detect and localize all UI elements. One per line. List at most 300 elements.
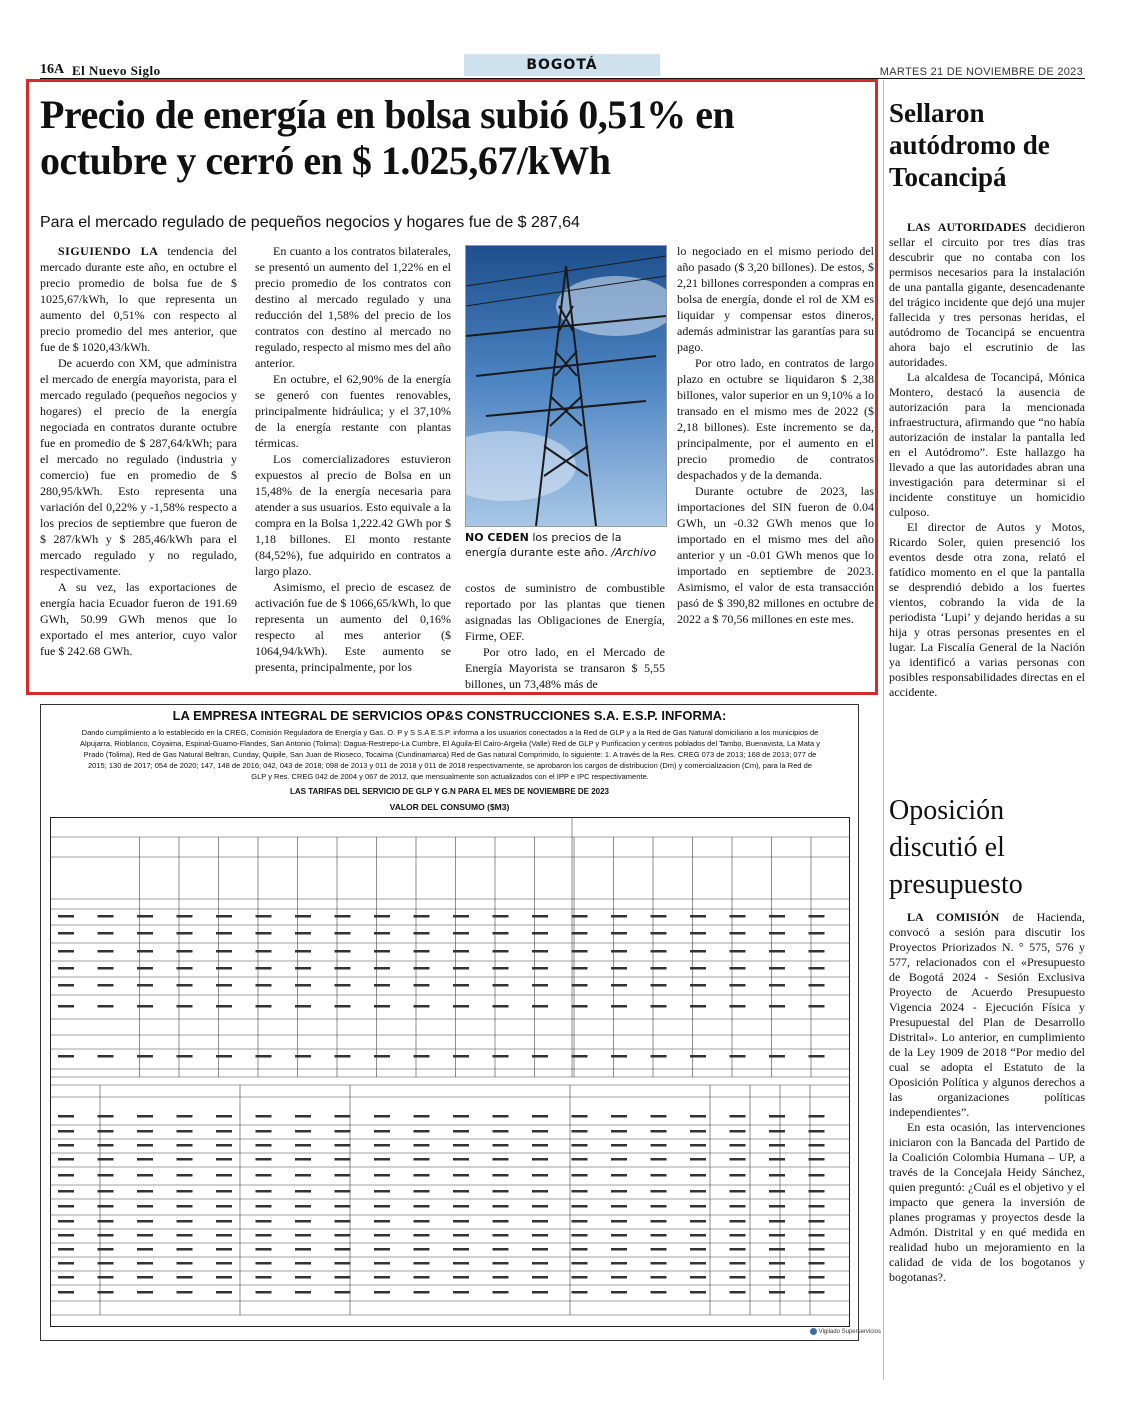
table-cell-mark xyxy=(453,950,469,953)
paragraph: A su vez, las exportaciones de energía hacia Ecuador fueron de 191.69 GWh, 50.99 GWh menos que lo exportado el mes anterior, cuyo valor fue $ 242.68 GWh. xyxy=(40,580,237,658)
table-cell-mark xyxy=(98,932,114,935)
table-cell-mark xyxy=(98,1174,114,1177)
table-cell-mark xyxy=(414,1291,430,1294)
table-cell-mark xyxy=(809,1234,825,1237)
table-cell-mark xyxy=(493,1144,509,1147)
table-cell-mark xyxy=(690,1262,706,1265)
article-column-3 xyxy=(465,580,665,692)
table-cell-mark xyxy=(730,967,746,970)
table-cell-mark xyxy=(532,1205,548,1208)
table-cell-mark xyxy=(651,1055,667,1058)
table-cell-mark xyxy=(216,1220,232,1223)
table-cell-mark xyxy=(611,1190,627,1193)
table-cell-mark xyxy=(572,1262,588,1265)
table-cell-mark xyxy=(651,984,667,987)
table-cell-mark xyxy=(137,1234,153,1237)
table-cell-mark xyxy=(295,1174,311,1177)
table-cell-mark xyxy=(335,1248,351,1251)
table-cell-mark xyxy=(453,1291,469,1294)
table-cell-mark xyxy=(572,1276,588,1279)
table-cell-mark xyxy=(769,1115,785,1118)
table-cell-mark xyxy=(216,1174,232,1177)
table-cell-mark xyxy=(730,1248,746,1251)
table-cell-mark xyxy=(374,984,390,987)
table-cell-mark xyxy=(453,1276,469,1279)
sidebar-story1-title: Sellaron autódromo de Tocancipá xyxy=(889,98,1050,192)
value-heading: VALOR DEL CONSUMO ($M3) xyxy=(389,802,510,812)
table-cell-mark xyxy=(137,1115,153,1118)
table-cell-mark xyxy=(690,1005,706,1008)
table-cell-mark xyxy=(256,950,272,953)
table-cell-mark xyxy=(690,1276,706,1279)
table-cell-mark xyxy=(611,1248,627,1251)
table-cell-mark xyxy=(177,1115,193,1118)
table-cell-mark xyxy=(769,1158,785,1161)
table-cell-mark xyxy=(532,1220,548,1223)
section-tab: BOGOTÁ xyxy=(464,54,660,76)
table-cell-mark xyxy=(809,932,825,935)
table-cell-mark xyxy=(809,1262,825,1265)
table-cell-mark xyxy=(572,1130,588,1133)
sidebar-story2-body xyxy=(889,910,1085,1285)
table-cell-mark xyxy=(295,932,311,935)
table-cell-mark xyxy=(690,1115,706,1118)
table-cell-mark xyxy=(453,1205,469,1208)
table-cell-mark xyxy=(453,1130,469,1133)
table-cell-mark xyxy=(414,1005,430,1008)
table-cell-mark xyxy=(730,1205,746,1208)
table-cell-mark xyxy=(335,932,351,935)
table-cell-mark xyxy=(98,1220,114,1223)
table-cell-mark xyxy=(98,1005,114,1008)
table-cell-mark xyxy=(256,1262,272,1265)
table-cell-mark xyxy=(493,1158,509,1161)
table-cell-mark xyxy=(335,1005,351,1008)
table-cell-mark xyxy=(177,1174,193,1177)
table-cell-mark xyxy=(532,1055,548,1058)
table-cell-mark xyxy=(295,1190,311,1193)
table-cell-mark xyxy=(414,1205,430,1208)
table-cell-mark xyxy=(256,1291,272,1294)
power-tower-photo xyxy=(465,245,667,527)
table-cell-mark xyxy=(256,1055,272,1058)
table-cell-mark xyxy=(730,932,746,935)
table-cell-mark xyxy=(414,932,430,935)
table-cell-mark xyxy=(690,1158,706,1161)
table-cell-mark xyxy=(177,1248,193,1251)
table-cell-mark xyxy=(651,1174,667,1177)
paragraph: decidieron sellar el circuito por tres días tras descubrir que no contaba con los permisos necesarios para la instalación de una pantalla gigante, desencadenante del trágico incidente que dejó una mujer fallecida y tres personas heridas, el autódromo de Tocancipá se encuentra ahora bajo el escrutinio de las autoridades. xyxy=(889,220,1085,369)
table-cell-mark xyxy=(335,1276,351,1279)
table-cell-mark xyxy=(216,984,232,987)
table-cell-mark xyxy=(769,1220,785,1223)
table-cell-mark xyxy=(532,1276,548,1279)
table-cell-mark xyxy=(493,1276,509,1279)
table-cell-mark xyxy=(611,1055,627,1058)
table-cell-mark xyxy=(809,1130,825,1133)
table-cell-mark xyxy=(532,1158,548,1161)
table-cell-mark xyxy=(216,1234,232,1237)
table-cell-mark xyxy=(374,1276,390,1279)
paragraph: costos de suministro de combustible reportado por las plantas que tienen asignadas las Obligaciones de Energía, Firme, OEF. xyxy=(465,581,665,643)
table-cell-mark xyxy=(295,915,311,918)
table-cell-mark xyxy=(690,1130,706,1133)
table-cell-mark xyxy=(611,1220,627,1223)
table-cell-mark xyxy=(58,1190,74,1193)
table-cell-mark xyxy=(137,950,153,953)
table-cell-mark xyxy=(216,915,232,918)
table-cell-mark xyxy=(572,1115,588,1118)
table-cell-mark xyxy=(98,1115,114,1118)
table-cell-mark xyxy=(335,1158,351,1161)
table-cell-mark xyxy=(493,1234,509,1237)
table-cell-mark xyxy=(256,1248,272,1251)
superservicios-logo xyxy=(810,1328,881,1336)
table-cell-mark xyxy=(769,984,785,987)
table-cell-mark xyxy=(611,1205,627,1208)
table-cell-mark xyxy=(809,1005,825,1008)
table-cell-mark xyxy=(98,1130,114,1133)
table-cell-mark xyxy=(137,1158,153,1161)
table-cell-mark xyxy=(137,984,153,987)
table-cell-mark xyxy=(256,1115,272,1118)
table-cell-mark xyxy=(98,1144,114,1147)
table-cell-mark xyxy=(58,1234,74,1237)
table-cell-mark xyxy=(256,932,272,935)
table-cell-mark xyxy=(690,984,706,987)
table-cell-mark xyxy=(730,1130,746,1133)
photo-credit: /Archivo xyxy=(607,546,657,559)
table-cell-mark xyxy=(809,950,825,953)
table-cell-mark xyxy=(58,932,74,935)
table-cell-mark xyxy=(809,1174,825,1177)
table-cell-mark xyxy=(58,1115,74,1118)
table-cell-mark xyxy=(414,1055,430,1058)
tariff-heading: LAS TARIFAS DEL SERVICIO DE GLP Y G.N PARA EL MES DE NOVIEMBRE DE 2023 xyxy=(289,787,610,796)
table-cell-mark xyxy=(690,1190,706,1193)
table-cell-mark xyxy=(493,1005,509,1008)
table-cell-mark xyxy=(453,1158,469,1161)
table-cell-mark xyxy=(137,1005,153,1008)
table-cell-mark xyxy=(58,950,74,953)
table-cell-mark xyxy=(256,984,272,987)
table-cell-mark xyxy=(532,967,548,970)
table-cell-mark xyxy=(651,1005,667,1008)
table-cell-mark xyxy=(611,1005,627,1008)
sidebar-story2-title: Oposición discutió el presupuesto xyxy=(889,795,1023,900)
table-cell-mark xyxy=(651,1144,667,1147)
table-cell-mark xyxy=(216,1115,232,1118)
table-cell-mark xyxy=(572,984,588,987)
table-cell-mark xyxy=(809,1248,825,1251)
table-cell-mark xyxy=(769,1248,785,1251)
table-cell-mark xyxy=(809,1158,825,1161)
table-cell-mark xyxy=(137,1130,153,1133)
table-cell-mark xyxy=(216,1190,232,1193)
table-cell-mark xyxy=(809,967,825,970)
table-cell-mark xyxy=(58,1144,74,1147)
table-cell-mark xyxy=(572,932,588,935)
table-cell-mark xyxy=(374,932,390,935)
table-cell-mark xyxy=(572,1144,588,1147)
table-cell-mark xyxy=(216,1144,232,1147)
paragraph: Por otro lado, en contratos de largo plazo en octubre se liquidaron $ 2,38 billones, valor superior en un 9,10% a lo transado en el mismo mes de 2022 ($ 2,18 billones). Este incremento se da, principalmente, por el aumento en el precio promedio de contratos despachados y de la demanda. xyxy=(677,356,874,482)
table-cell-mark xyxy=(256,1190,272,1193)
table-cell-mark xyxy=(335,1130,351,1133)
table-cell-mark xyxy=(809,915,825,918)
table-cell-mark xyxy=(58,1291,74,1294)
table-cell-mark xyxy=(730,915,746,918)
table-cell-mark xyxy=(493,1115,509,1118)
table-cell-mark xyxy=(453,1262,469,1265)
table-cell-mark xyxy=(98,1055,114,1058)
table-cell-mark xyxy=(216,932,232,935)
paragraph: En esta ocasión, las intervenciones iniciaron con la Bancada del Partido de la Coalición Colombia Humana – UP, a través de la Concejala Heidy Sánchez, quien preguntó: ¿Cuál es el objetivo y el impacto que genera la inversión de planes programas y proyectos desde la Admón. Distrital y en qué medida en realidad hubo un mejoramiento en la calidad de vida de los bogotanos y bogotanas?. xyxy=(889,1120,1085,1284)
table-cell-mark xyxy=(453,1174,469,1177)
table-cell-mark xyxy=(493,1190,509,1193)
table-cell-mark xyxy=(730,1262,746,1265)
table-cell-mark xyxy=(98,950,114,953)
table-cell-mark xyxy=(532,1174,548,1177)
table-cell-mark xyxy=(98,967,114,970)
table-cell-mark xyxy=(137,932,153,935)
table-cell-mark xyxy=(295,1115,311,1118)
table-cell-mark xyxy=(572,915,588,918)
table-cell-mark xyxy=(256,1234,272,1237)
table-cell-mark xyxy=(453,1144,469,1147)
table-cell-mark xyxy=(651,1115,667,1118)
table-cell-mark xyxy=(809,1190,825,1193)
table-cell-mark xyxy=(216,1130,232,1133)
table-cell-mark xyxy=(532,1130,548,1133)
table-cell-mark xyxy=(335,1115,351,1118)
sidebar-story1-body xyxy=(889,220,1085,700)
table-cell-mark xyxy=(295,1220,311,1223)
table-cell-mark xyxy=(572,1174,588,1177)
paragraph: El director de Autos y Motos, Ricardo Soler, quien presenció los eventos desde otra zona, relató el fatídico momento en el que la pantalla se desprendió debido a los fuertes vientos, cobrando la vida de la periodista ‘Lupi’ y dejando heridas a su hija y otras personas presentes en el lugar. La Fiscalía General de la Nación ya identificó a varias personas con posibles responsabilidades directas en el accidente. xyxy=(889,520,1085,699)
table-cell-mark xyxy=(611,1291,627,1294)
table-cell-mark xyxy=(374,1205,390,1208)
table-cell-mark xyxy=(177,984,193,987)
table-cell-mark xyxy=(453,1234,469,1237)
table-cell-mark xyxy=(177,1234,193,1237)
table-cell-mark xyxy=(769,1055,785,1058)
logo-mark xyxy=(810,1328,817,1335)
table-cell-mark xyxy=(374,1291,390,1294)
table-cell-mark xyxy=(572,1190,588,1193)
table-cell-mark xyxy=(493,1205,509,1208)
table-cell-mark xyxy=(453,1220,469,1223)
table-cell-mark xyxy=(769,1234,785,1237)
table-cell-mark xyxy=(374,950,390,953)
table-cell-mark xyxy=(572,1234,588,1237)
table-cell-mark xyxy=(493,1262,509,1265)
table-cell-mark xyxy=(177,1144,193,1147)
table-cell-mark xyxy=(532,932,548,935)
table-cell-mark xyxy=(177,915,193,918)
table-cell-mark xyxy=(611,1276,627,1279)
table-cell-mark xyxy=(611,950,627,953)
table-cell-mark xyxy=(216,1005,232,1008)
table-cell-mark xyxy=(532,1144,548,1147)
table-cell-mark xyxy=(769,1005,785,1008)
table-cell-mark xyxy=(651,1130,667,1133)
table-cell-mark xyxy=(137,1190,153,1193)
article-lead-word: SIGUIENDO LA xyxy=(58,244,159,258)
table-cell-mark xyxy=(335,915,351,918)
table-cell-mark xyxy=(374,967,390,970)
table-cell-mark xyxy=(295,1130,311,1133)
table-cell-mark xyxy=(690,950,706,953)
table-cell-mark xyxy=(414,1174,430,1177)
table-cell-mark xyxy=(730,1055,746,1058)
table-cell-mark xyxy=(493,1174,509,1177)
table-cell-mark xyxy=(177,1055,193,1058)
table-cell-mark xyxy=(611,967,627,970)
table-cell-mark xyxy=(177,1005,193,1008)
table-cell-mark xyxy=(730,1158,746,1161)
table-cell-mark xyxy=(216,1276,232,1279)
table-cell-mark xyxy=(177,950,193,953)
table-cell-mark xyxy=(769,1262,785,1265)
table-cell-mark xyxy=(256,1276,272,1279)
table-cell-mark xyxy=(651,1234,667,1237)
table-cell-mark xyxy=(374,1190,390,1193)
table-cell-mark xyxy=(177,1158,193,1161)
table-cell-mark xyxy=(58,1276,74,1279)
table-cell-mark xyxy=(137,1144,153,1147)
table-cell-mark xyxy=(335,1220,351,1223)
table-cell-mark xyxy=(611,915,627,918)
table-cell-mark xyxy=(809,1220,825,1223)
table-cell-mark xyxy=(295,1291,311,1294)
table-cell-mark xyxy=(177,1220,193,1223)
table-cell-mark xyxy=(414,1262,430,1265)
paragraph: De acuerdo con XM, que administra el mercado de energía mayorista, para el mercado regulado (pequeños negocios y hogares) el precio de la energía negociada en contratos durante octubre fue en promedio de $ 287,64/kWh; para el mercado no regulado (industria y comercio) fue en promedio de $ 280,95/kWh. Esto representa una variación del 0,22% y -1,58% respecto a los precios de septiembre que fueron de $ 287/kWh y $ 285,46/kWh para el mercado regulado y no regulado, respectivamente. xyxy=(40,356,237,578)
story2-lead: LA COMISIÓN xyxy=(907,910,1000,924)
table-cell-mark xyxy=(453,932,469,935)
table-cell-mark xyxy=(690,915,706,918)
table-cell-mark xyxy=(177,1291,193,1294)
table-cell-mark xyxy=(335,1291,351,1294)
table-cell-mark xyxy=(611,1130,627,1133)
table-cell-mark xyxy=(58,1130,74,1133)
table-cell-mark xyxy=(730,984,746,987)
table-cell-mark xyxy=(414,1276,430,1279)
paragraph: Asimismo, el precio de escasez de activación fue de $ 1066,65/kWh, lo que representa un aumento del 0,16% respecto al mes anterior ($ 1064,94/kWh). Este aumento se presenta, principalmente, por los xyxy=(255,580,451,674)
table-cell-mark xyxy=(256,1174,272,1177)
article-headline: Precio de energía en bolsa subió 0,51% en octubre y cerró en $ 1.025,67/kWh xyxy=(40,92,735,183)
table-cell-mark xyxy=(769,1205,785,1208)
table-cell-mark xyxy=(769,1130,785,1133)
table-cell-mark xyxy=(651,1158,667,1161)
table-cell-mark xyxy=(216,1262,232,1265)
table-cell-mark xyxy=(137,1055,153,1058)
table-cell-mark xyxy=(809,984,825,987)
table-cell-mark xyxy=(216,967,232,970)
table-cell-mark xyxy=(730,1174,746,1177)
table-cell-mark xyxy=(730,1144,746,1147)
table-cell-mark xyxy=(335,1055,351,1058)
table-cell-mark xyxy=(295,1248,311,1251)
newspaper-name: El Nuevo Siglo xyxy=(72,63,161,78)
table-cell-mark xyxy=(611,932,627,935)
table-cell-mark xyxy=(611,984,627,987)
table-cell-mark xyxy=(256,1144,272,1147)
table-cell-mark xyxy=(98,1262,114,1265)
table-cell-mark xyxy=(690,1055,706,1058)
table-cell-mark xyxy=(769,1174,785,1177)
table-cell-mark xyxy=(216,1291,232,1294)
table-cell-mark xyxy=(58,1005,74,1008)
table-cell-mark xyxy=(256,967,272,970)
table-cell-mark xyxy=(690,1291,706,1294)
paragraph: Por otro lado, en el Mercado de Energía Mayorista se transaron $ 5,55 billones, un 73,48% más de xyxy=(465,645,665,691)
table-cell-mark xyxy=(453,1115,469,1118)
table-cell-mark xyxy=(493,950,509,953)
table-cell-mark xyxy=(572,1220,588,1223)
table-cell-mark xyxy=(177,1130,193,1133)
table-cell-mark xyxy=(730,1234,746,1237)
table-cell-mark xyxy=(572,967,588,970)
table-cell-mark xyxy=(690,1248,706,1251)
table-cell-mark xyxy=(690,1144,706,1147)
table-cell-mark xyxy=(532,1248,548,1251)
logo-text: Vigilado Superservicios xyxy=(818,1329,881,1336)
article-column-1 xyxy=(40,243,237,659)
table-cell-mark xyxy=(493,1291,509,1294)
table-cell-mark xyxy=(374,915,390,918)
table-cell-mark xyxy=(335,1144,351,1147)
table-cell-mark xyxy=(809,1115,825,1118)
table-cell-mark xyxy=(256,915,272,918)
paragraph: Durante octubre de 2023, las importaciones del SIN fueron de 0.04 GWh, un -0.32 GWh menos que lo importado en el mismo mes del año anterior y un -0.01 GWh menos que lo importado en septiembre de 2023. Asimismo, el valor de esta transacción pasó de $ 390,82 millones en octubre de 2022 a $ 70,56 millones en este mes. xyxy=(677,484,874,626)
table-cell-mark xyxy=(295,1276,311,1279)
table-cell-mark xyxy=(611,1144,627,1147)
table-cell-mark xyxy=(335,984,351,987)
table-cell-mark xyxy=(374,1005,390,1008)
table-cell-mark xyxy=(58,984,74,987)
paragraph: La alcaldesa de Tocancipá, Mónica Montero, destacó la ausencia de autorización para la mencionada infraestructura, afirmando que “no había autorización de instalar la pantalla led en el Autódromo”. Este hallazgo ha llevado a que las autoridades abran una investigación para determinar si el incidente constituye un homicidio culposo. xyxy=(889,370,1085,519)
table-cell-mark xyxy=(216,1158,232,1161)
table-cell-mark xyxy=(137,1248,153,1251)
tariff-table-grid xyxy=(50,817,850,1327)
table-cell-mark xyxy=(414,1248,430,1251)
table-cell-mark xyxy=(58,1262,74,1265)
table-cell-mark xyxy=(532,1190,548,1193)
table-cell-mark xyxy=(769,967,785,970)
paragraph: de Hacienda, convocó a sesión para discutir los Proyectos Priorizados N. ° 575, 576 y 577, relacionados con el «Presupuesto de Bogotá 2024 - Sesión Exclusiva Proyecto de Acuerdo Presupuesto Vigencia 2024 - Ejecución Física y Presupuestal del Plan de Desarrollo Distrital». Lo anterior, en cumplimiento de la Ley 1909 de 2018 “Por medio del cual se adopta el Estatuto de la Oposición Política y algunos derechos a las organizaciones políticas independientes”. xyxy=(889,910,1085,1119)
table-cell-mark xyxy=(414,1234,430,1237)
table-cell-mark xyxy=(730,1220,746,1223)
table-cell-mark xyxy=(651,932,667,935)
table-cell-mark xyxy=(611,1115,627,1118)
table-cell-mark xyxy=(809,1055,825,1058)
table-cell-mark xyxy=(137,1291,153,1294)
notice-title: LA EMPRESA INTEGRAL DE SERVICIOS OP&S CONSTRUCCIONES S.A. E.S.P. INFORMA: xyxy=(172,708,727,723)
table-cell-mark xyxy=(137,967,153,970)
table-cell-mark xyxy=(335,1205,351,1208)
table-cell-mark xyxy=(374,1158,390,1161)
table-cell-mark xyxy=(98,1158,114,1161)
table-cell-mark xyxy=(137,1262,153,1265)
table-cell-mark xyxy=(177,967,193,970)
tariff-table xyxy=(50,817,850,1327)
page-number: 16A xyxy=(40,62,65,77)
table-cell-mark xyxy=(651,1262,667,1265)
page-date: MARTES 21 DE NOVIEMBRE DE 2023 xyxy=(879,66,1083,78)
table-cell-mark xyxy=(453,984,469,987)
